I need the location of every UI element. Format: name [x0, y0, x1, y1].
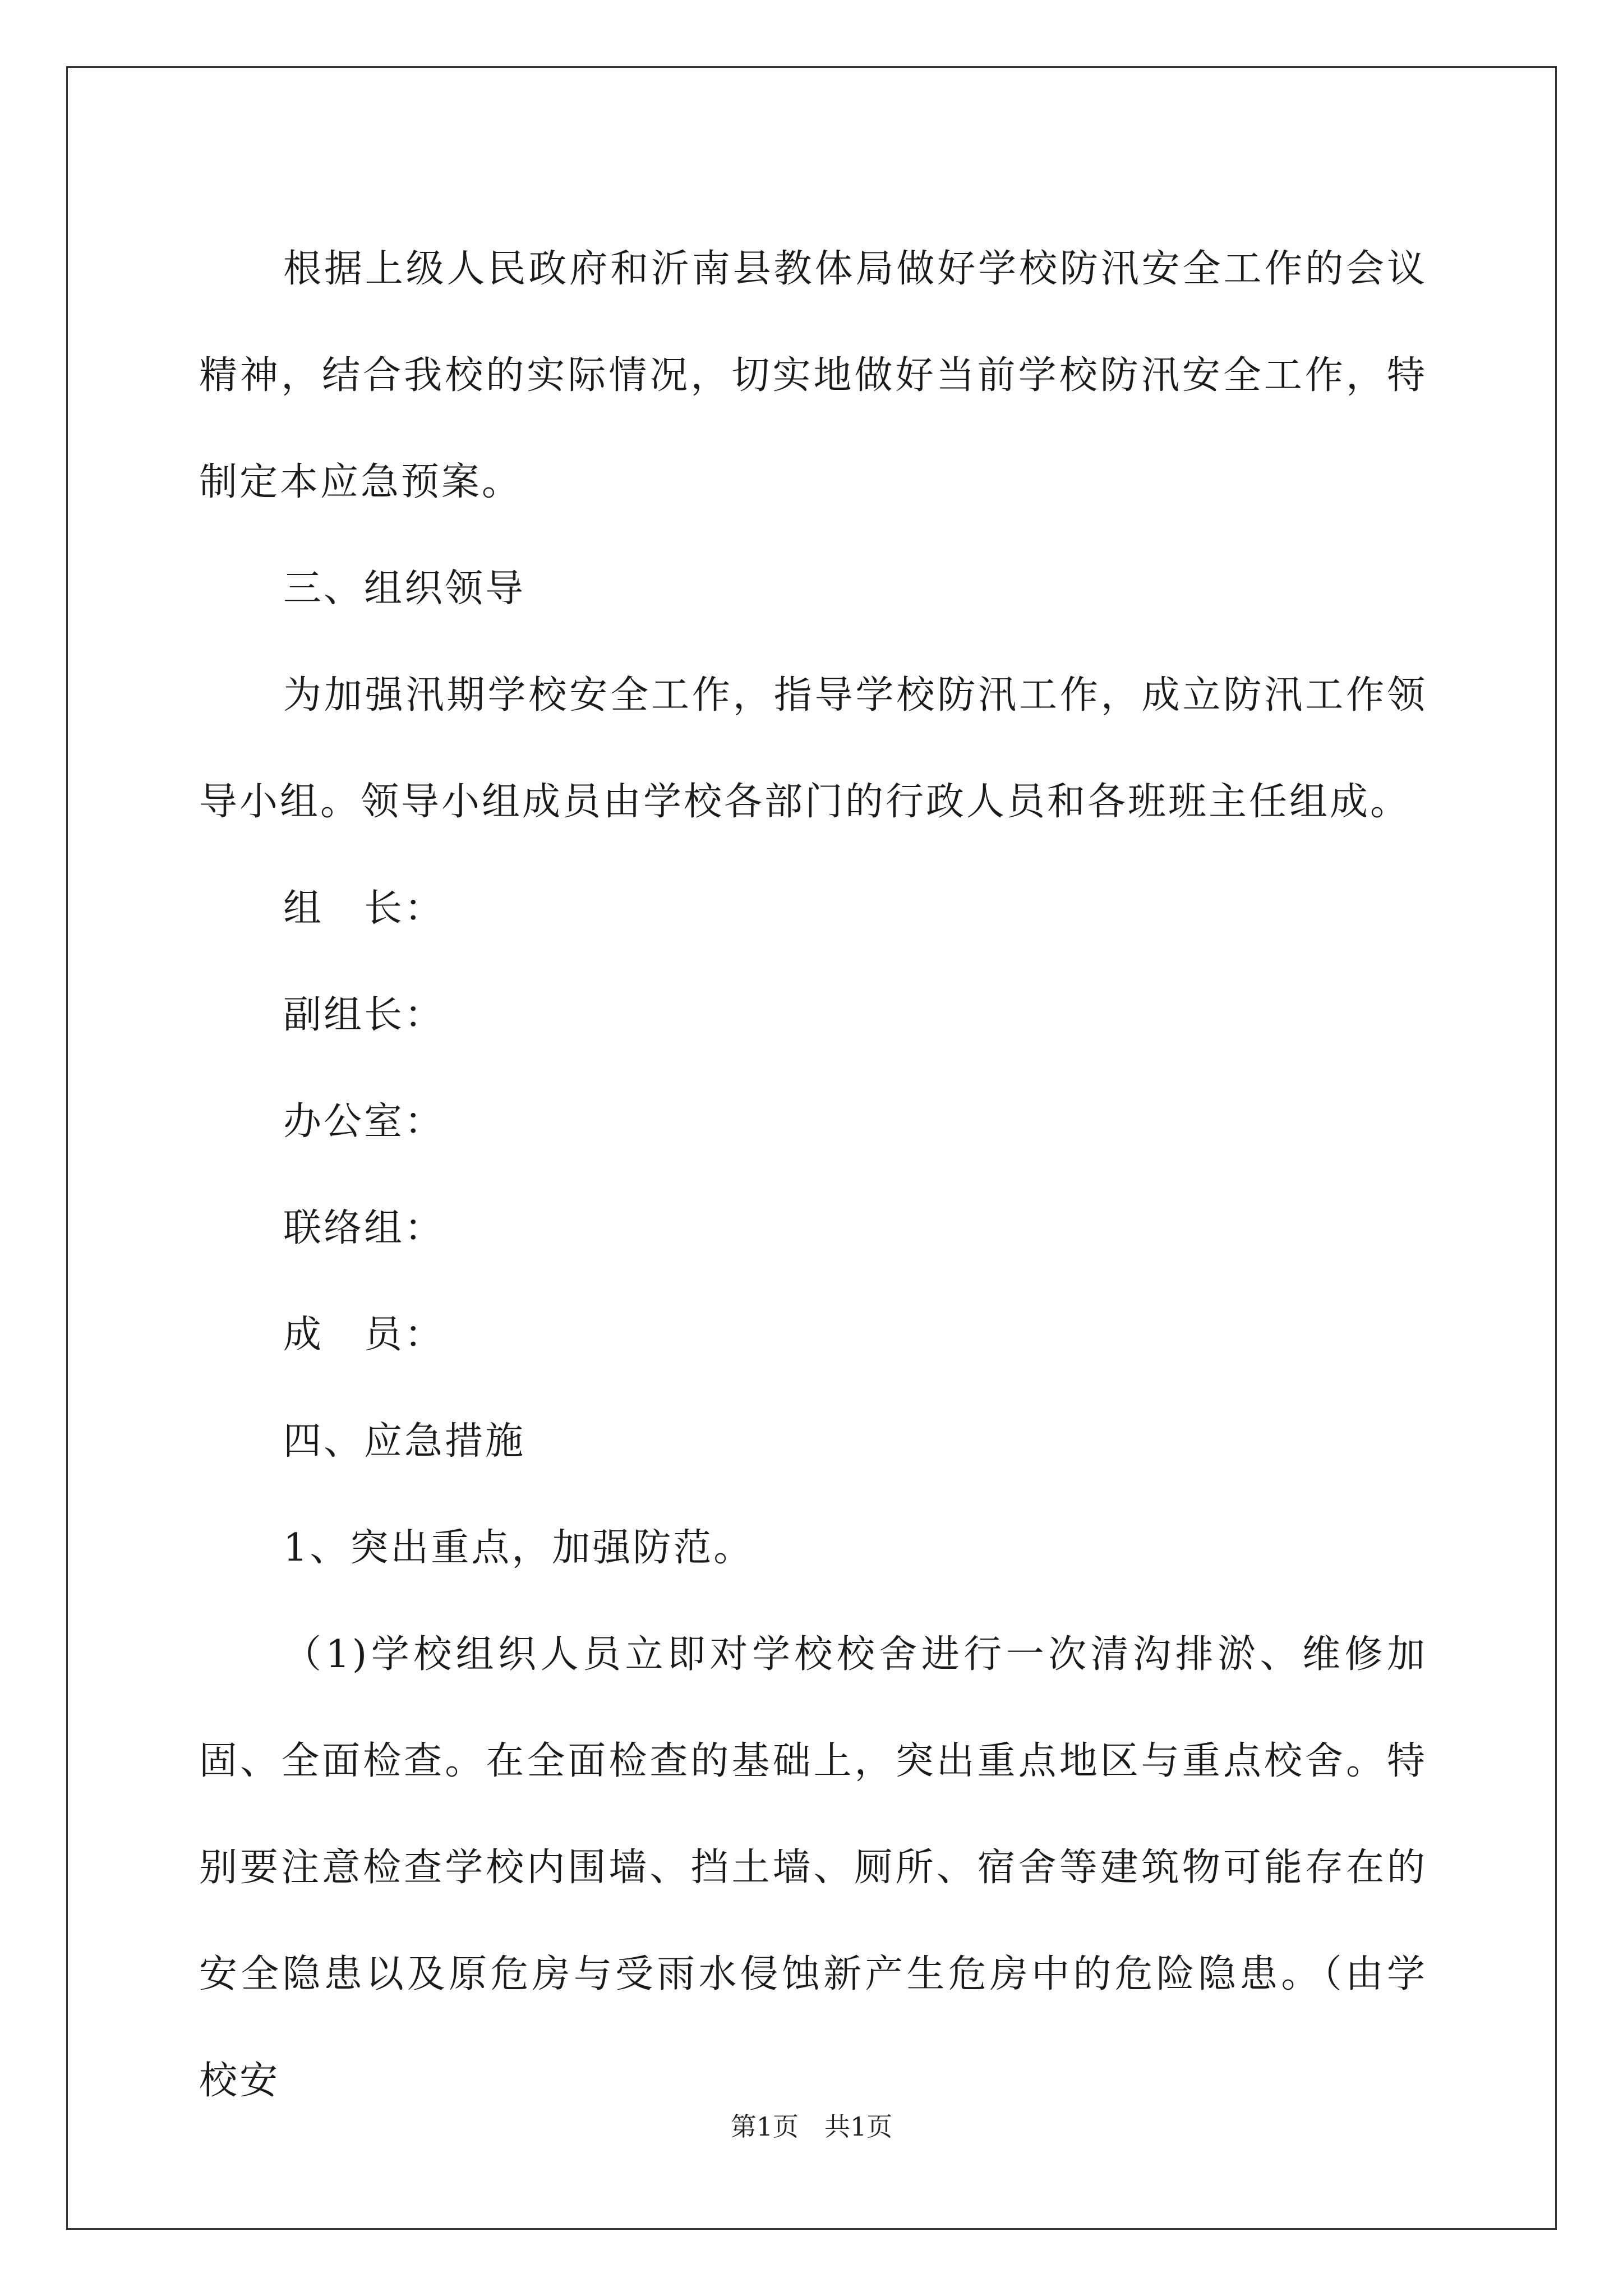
page-number-footer: 第1页 共1页	[730, 2111, 893, 2142]
item-highlight-key-points: 1、突出重点，加强防范。	[283, 1526, 754, 1570]
paragraph-intro: 根据上级人民政府和沂南县教体局做好学校防汛安全工作的会议精神，结合我校的实际情况，切实地做好当前学校防汛安全工作，特制定本应急预案。	[199, 247, 1427, 504]
role-liaison: 联络组：	[283, 1206, 445, 1250]
role-office: 办公室：	[283, 1099, 445, 1144]
heading-organization: 三、组织领导	[283, 567, 526, 611]
role-leader: 组 长：	[283, 886, 445, 931]
role-members: 成 员：	[283, 1313, 445, 1357]
document-body	[199, 216, 1427, 2134]
paragraph-leadership-group: 为加强汛期学校安全工作，指导学校防汛工作，成立防汛工作领导小组。领导小组成员由学校各部门的行政人员和各班班主任组成。	[199, 673, 1427, 824]
heading-emergency-measures: 四、应急措施	[283, 1419, 526, 1464]
role-deputy-leader: 副组长：	[283, 993, 445, 1037]
paragraph-inspection: （1)学校组织人员立即对学校校舍进行一次清沟排淤、维修加固、全面检查。在全面检查的基础上，突出重点地区与重点校舍。特别要注意检查学校内围墙、挡土墙、厕所、宿舍等建筑物可能存在的安全隐患以及原危房与受雨水侵蚀新产生危房中的危险隐患。（由学校安	[199, 1632, 1427, 2103]
